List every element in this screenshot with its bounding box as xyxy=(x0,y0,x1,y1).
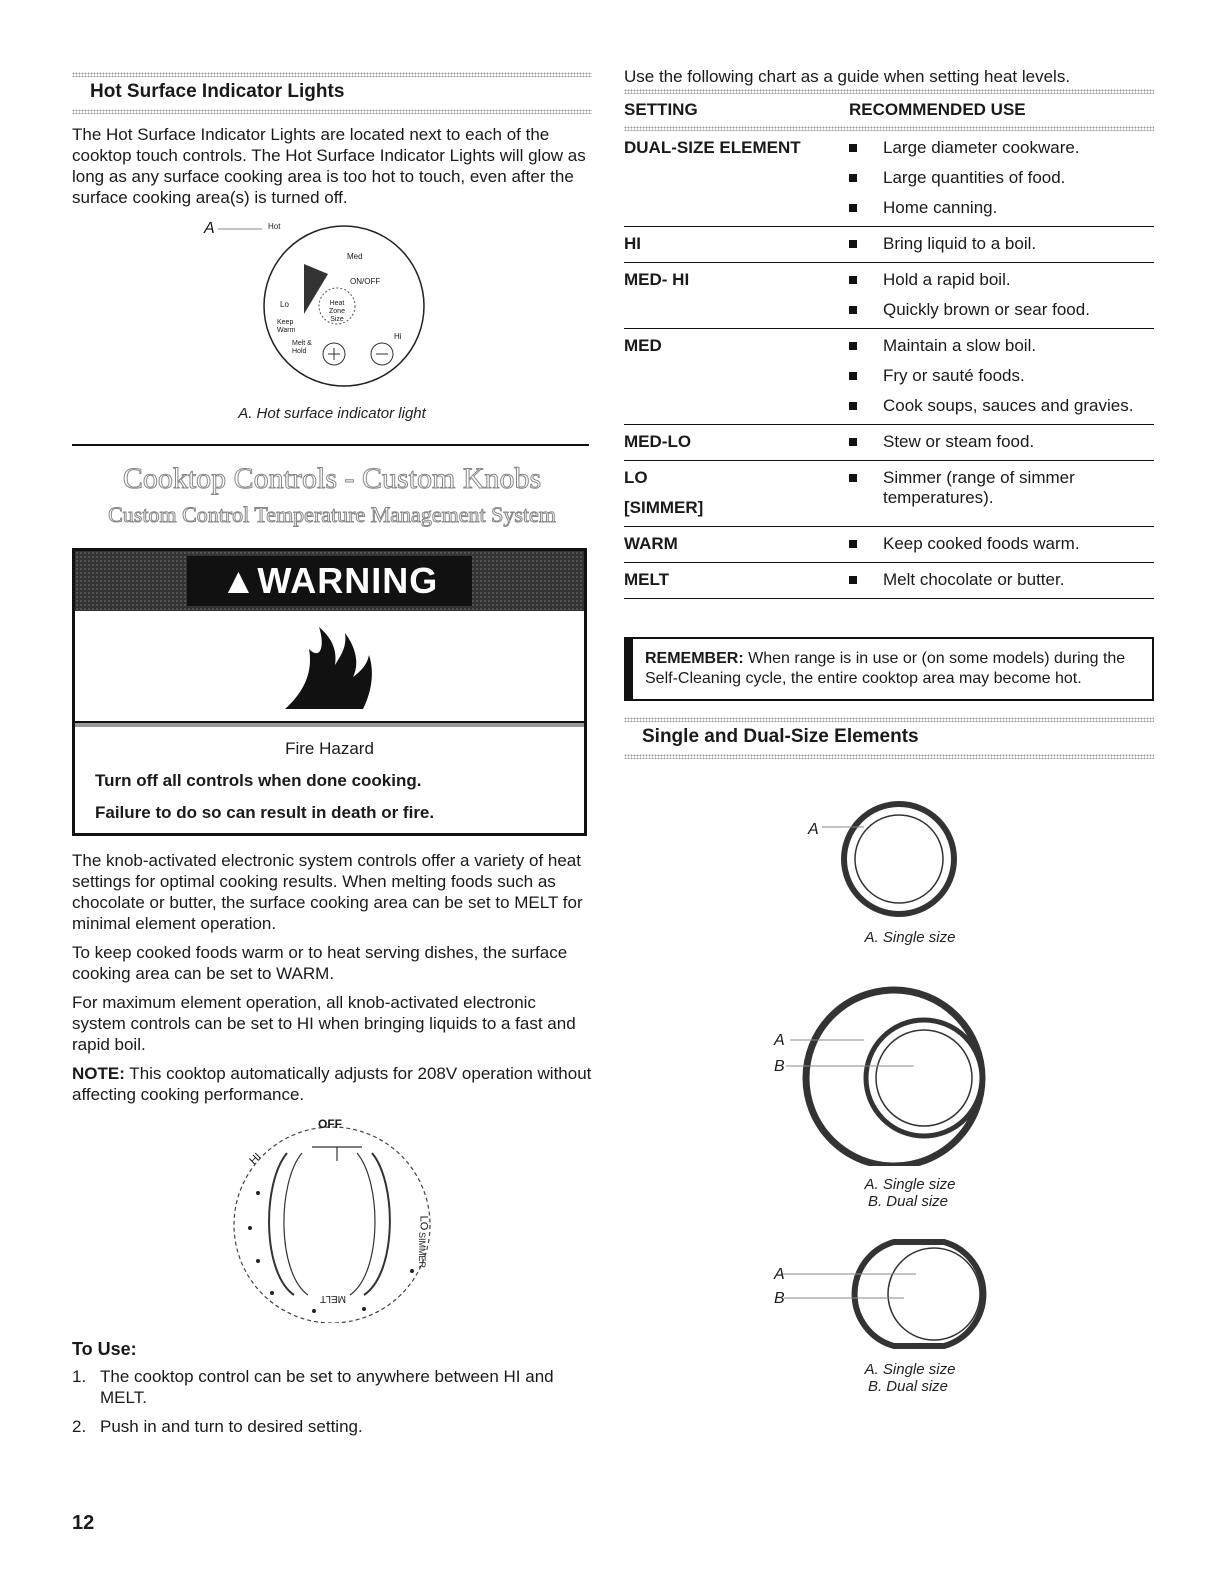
label-hot: Hot xyxy=(268,222,281,231)
hot-surface-heading: Hot Surface Indicator Lights xyxy=(90,81,345,102)
paragraph-2: To keep cooked foods warm or to heat serving dishes, the surface cooking area can be set to WARM. xyxy=(72,943,568,983)
knob-label-melt: MELT xyxy=(320,1293,346,1304)
paragraph-3: For maximum element operation, all knob-activated electronic system controls can be set to HI when bringing liquids to a fast and rapid boil. xyxy=(72,993,576,1054)
chart-row xyxy=(624,131,1154,227)
section-subtitle: Custom Control Temperature Management System xyxy=(108,502,556,527)
fig1-caption: A. Single size xyxy=(864,929,956,946)
note-paragraph xyxy=(72,1063,592,1105)
fig3-caption-a: A. Single size xyxy=(864,1361,956,1378)
dual-size-figure-2 xyxy=(624,1238,1154,1353)
label-hi: Hi xyxy=(394,332,402,341)
use-item: Hold a rapid boil. xyxy=(849,270,1154,290)
hot-surface-diagram xyxy=(72,216,592,401)
use-cell xyxy=(849,263,1154,329)
label-med: Med xyxy=(347,252,363,261)
divider xyxy=(624,754,1154,759)
use-cell xyxy=(849,425,1154,461)
warning-triangle-icon: ▲ xyxy=(220,560,258,601)
fig3-callout-b: B xyxy=(774,1290,785,1307)
setting-cell: MELT xyxy=(624,563,849,599)
col-header-use: RECOMMENDED USE xyxy=(849,100,1026,119)
section-rule xyxy=(72,444,589,446)
to-use-heading: To Use: xyxy=(72,1339,137,1359)
use-item: Home canning. xyxy=(849,198,1154,218)
note-label: NOTE: xyxy=(72,1064,125,1083)
callout-a: A xyxy=(204,220,215,237)
knob-label-hi: HI xyxy=(247,1150,264,1168)
use-item: Maintain a slow boil. xyxy=(849,336,1154,356)
fig1-callout-a: A xyxy=(808,821,819,838)
fig2-caption-b: B. Dual size xyxy=(867,1193,949,1210)
chart-intro: Use the following chart as a guide when setting heat levels. xyxy=(624,67,1071,86)
use-item: Fry or sauté foods. xyxy=(849,366,1154,386)
setting-cell: DUAL-SIZE ELEMENT xyxy=(624,131,849,227)
hot-surface-caption: A. Hot surface indicator light xyxy=(238,405,426,422)
warning-label: ▲WARNING xyxy=(187,556,473,606)
chart-row xyxy=(624,227,1154,263)
col-header-setting: SETTING xyxy=(624,100,698,119)
chart-row xyxy=(624,329,1154,425)
warning-hazard: Fire Hazard xyxy=(285,739,374,758)
fire-icon xyxy=(75,611,584,723)
use-cell xyxy=(849,131,1154,227)
left-column xyxy=(72,0,592,1445)
fig2-caption-a: A. Single size xyxy=(864,1176,956,1193)
knob-diagram xyxy=(72,1113,592,1323)
step-item: 1. The cooktop control can be set to anywhere between HI and MELT. xyxy=(72,1367,554,1407)
use-item: Bring liquid to a boil. xyxy=(849,234,1154,254)
fig2-callout-a: A xyxy=(774,1032,785,1049)
single-size-figure xyxy=(624,789,1154,929)
warning-text xyxy=(75,723,584,833)
divider xyxy=(72,109,592,114)
label-keep-warm: Keep Warm xyxy=(277,319,296,334)
page-number: 12 xyxy=(72,1512,95,1534)
chart-row xyxy=(624,263,1154,329)
use-cell xyxy=(849,527,1154,563)
label-heat-zone-size: Heat Zone Size xyxy=(329,300,345,323)
knob-label-off: OFF xyxy=(318,1117,342,1131)
step-item: 2. Push in and turn to desired setting. xyxy=(72,1417,363,1436)
warning-line-1: Turn off all controls when done cooking. xyxy=(95,771,422,790)
right-column xyxy=(624,0,1154,1395)
fig2-callout-b: B xyxy=(774,1058,785,1075)
knob-label-simmer: SIMMER xyxy=(417,1232,427,1268)
paragraph-1: The knob-activated electronic system controls offer a variety of heat settings for optimal cooking results. When melting foods such as chocolate or butter, the surface cooking area can be set to MELT for minimal element operation. xyxy=(72,851,583,933)
section-title: Cooktop Controls - Custom Knobs xyxy=(122,462,542,495)
use-cell xyxy=(849,227,1154,263)
note-text: This cooktop automatically adjusts for 208V operation without affecting cooking performance. xyxy=(72,1064,592,1104)
use-item: Large quantities of food. xyxy=(849,168,1154,188)
warning-line-2: Failure to do so can result in death or fire. xyxy=(95,803,435,822)
setting-cell: WARM xyxy=(624,527,849,563)
divider xyxy=(72,72,592,77)
dual-size-figure-1 xyxy=(624,986,1154,1166)
fig3-callout-a: A xyxy=(774,1266,785,1283)
setting-cell: LO [SIMMER] xyxy=(624,461,849,527)
label-melt-hold: Melt & Hold xyxy=(292,340,312,355)
use-item: Keep cooked foods warm. xyxy=(849,534,1154,554)
use-item: Large diameter cookware. xyxy=(849,138,1154,158)
use-item: Quickly brown or sear food. xyxy=(849,300,1154,320)
fig3-caption-b: B. Dual size xyxy=(867,1378,949,1395)
use-item: Cook soups, sauces and gravies. xyxy=(849,396,1154,416)
setting-cell: HI xyxy=(624,227,849,263)
to-use-steps xyxy=(72,1366,592,1437)
label-onoff: ON/OFF xyxy=(350,277,381,286)
remember-text: When range is in use or (on some models) during the Self-Cleaning cycle, the entire cooktop area may become hot. xyxy=(645,650,1126,687)
setting-cell: MED xyxy=(624,329,849,425)
use-item: Melt chocolate or butter. xyxy=(849,570,1154,590)
heat-level-chart xyxy=(624,94,1154,599)
use-cell xyxy=(849,461,1154,527)
chart-row xyxy=(624,461,1154,527)
setting-cell: MED- HI xyxy=(624,263,849,329)
setting-cell: MED-LO xyxy=(624,425,849,461)
elements-heading: Single and Dual-Size Elements xyxy=(642,726,919,747)
knob-label-lo: LO xyxy=(417,1215,430,1231)
use-item: Simmer (range of simmer temperatures). xyxy=(849,468,1154,508)
warning-header xyxy=(75,551,584,611)
use-cell xyxy=(849,563,1154,599)
divider xyxy=(624,717,1154,722)
remember-label: REMEMBER: xyxy=(645,650,744,667)
remember-box xyxy=(624,637,1154,701)
use-cell xyxy=(849,329,1154,425)
label-lo: Lo xyxy=(280,300,289,309)
warning-box xyxy=(72,548,587,836)
use-item: Stew or steam food. xyxy=(849,432,1154,452)
chart-row xyxy=(624,527,1154,563)
chart-row xyxy=(624,425,1154,461)
hot-surface-body: The Hot Surface Indicator Lights are located next to each of the cooktop touch controls. The Hot Surface Indicator Lights will glow as long as any surface cooking area is too hot to touch, even after the surface cooking area(s) is turned off. xyxy=(72,125,586,207)
chart-row xyxy=(624,563,1154,599)
